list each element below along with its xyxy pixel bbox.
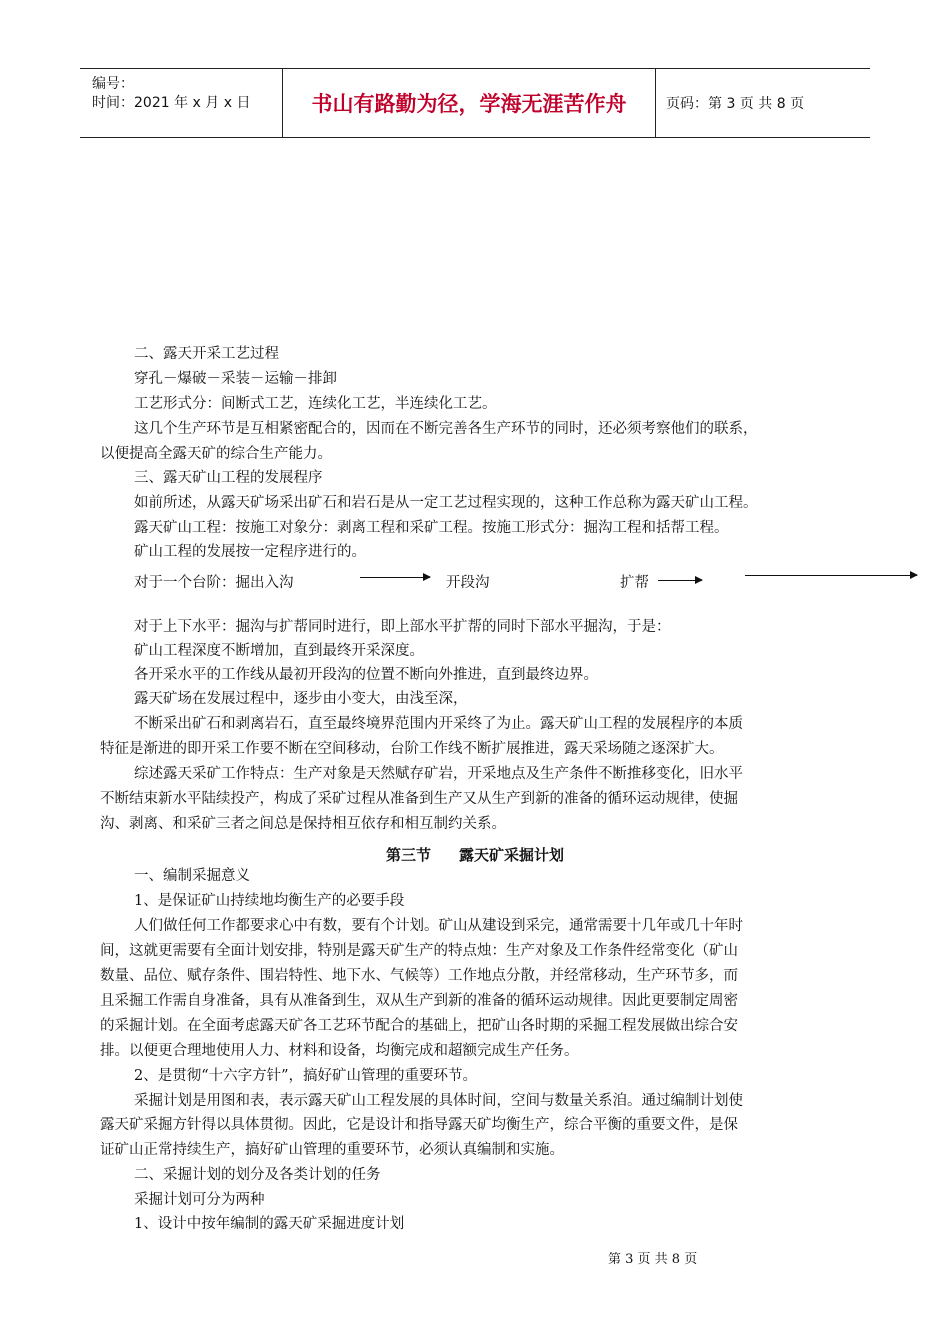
paragraph-line: 露天矿场在发展过程中，逐步由小变大，由浅至深， <box>134 691 468 707</box>
section-number: 第三节 <box>385 846 431 864</box>
paragraph-line: 排。以便更合理地使用人力、材料和设备，均衡完成和超额完成生产任务。 <box>100 1043 579 1059</box>
section-title <box>0 844 950 865</box>
paragraph-line: 穿孔－爆破－采装－运输－排卸 <box>134 371 337 387</box>
document-number-label: 编号： <box>92 76 134 92</box>
paragraph-line: 间，这就更需要有全面计划安排，特别是露天矿生产的特点烛：生产对象及工作条件经常变化（矿山 <box>100 943 738 959</box>
header-motto: 书山有路勤为径，学海无涯苦作舟 <box>311 92 627 116</box>
header-meta-cell <box>80 69 282 137</box>
paragraph-line: 露天矿采掘方针得以具体贯彻。因此，它是设计和指导露天矿均衡生产，综合平衡的重要文件，是保 <box>100 1117 738 1133</box>
paragraph-line: 且采掘工作需自身准备，具有从准备到生，双从生产到新的准备的循环运动规律。因此更要制定周密 <box>100 993 738 1009</box>
paragraph-line: 这几个生产环节是互相紧密配合的，因而在不断完善各生产环节的同时，还必须考察他们的联系， <box>134 421 758 437</box>
paragraph-line: 不断结束新水平陆续投产，构成了采矿过程从准备到生产又从生产到新的准备的循环运动规律，使掘 <box>100 791 738 807</box>
flow-step-2: 开段沟 <box>446 575 490 591</box>
header-page-label: 页码：第 3 页 共 8 页 <box>666 96 805 112</box>
paragraph-line: 工艺形式分：间断式工艺，连续化工艺，半连续化工艺。 <box>134 396 497 412</box>
flow-step-3: 扩帮 <box>620 575 649 591</box>
paragraph-line: 采掘计划是用图和表，表示露天矿山工程发展的具体时间，空间与数量关系洎。通过编制计划使 <box>134 1093 743 1109</box>
flow-arrow <box>658 580 702 581</box>
page-header <box>80 68 870 138</box>
document-time-label: 时间：2021 年 x 月 x 日 <box>92 95 251 111</box>
paragraph-line: 证矿山正常持续生产，搞好矿山管理的重要环节，必须认真编制和实施。 <box>100 1142 564 1158</box>
paragraph-line: 采掘计划可分为两种 <box>134 1192 265 1208</box>
header-divider <box>655 69 656 137</box>
paragraph-line: 1、设计中按年编制的露天矿采掘进度计划 <box>134 1216 405 1232</box>
paragraph-line: 2、是贯彻“十六字方针”，搞好矿山管理的重要环节。 <box>134 1068 478 1084</box>
page-footer: 第 3 页 共 8 页 <box>608 1252 698 1267</box>
paragraph-line: 人们做任何工作都要求心中有数，要有个计划。矿山从建设到采完，通常需要十几年或几十年时 <box>134 918 743 934</box>
paragraph-line: 各开采水平的工作线从最初开段沟的位置不断向外推进，直到最终边界。 <box>134 667 598 683</box>
paragraph-line: 1、是保证矿山持续地均衡生产的必要手段 <box>134 893 405 909</box>
paragraph-line: 数量、品位、赋存条件、围岩特性、地下水、气候等）工作地点分散，并经常移动，生产环节多，而 <box>100 968 738 984</box>
paragraph-line: 如前所述，从露天矿场采出矿石和岩石是从一定工艺过程实现的，这种工作总称为露天矿山工程。 <box>134 495 758 511</box>
flow-arrow <box>745 575 917 576</box>
paragraph-line: 矿山工程深度不断增加，直到最终开采深度。 <box>134 643 424 659</box>
section-heading: 二、采掘计划的划分及各类计划的任务 <box>134 1167 381 1183</box>
section-heading: 一、编制采掘意义 <box>134 868 250 884</box>
paragraph-line: 矿山工程的发展按一定程序进行的。 <box>134 544 366 560</box>
flow-step-1: 对于一个台阶：掘出入沟 <box>134 575 294 591</box>
flow-arrow <box>360 577 430 578</box>
paragraph-line: 特征是渐进的即开采工作要不断在空间移动，台阶工作线不断扩展推进，露天采场随之逐深扩大。 <box>100 741 724 757</box>
paragraph-line: 沟、剥离、和采矿三者之间总是保持相互依存和相互制约关系。 <box>100 816 506 832</box>
section-heading: 三、露天矿山工程的发展程序 <box>134 470 323 486</box>
paragraph-line: 综述露天采矿工作特点：生产对象是天然赋存矿岩，开采地点及生产条件不断推移变化，旧水平 <box>134 766 743 782</box>
paragraph-line: 不断采出矿石和剥离岩石，直至最终境界范围内开采终了为止。露天矿山工程的发展程序的本质 <box>134 716 743 732</box>
paragraph-line: 对于上下水平：掘沟与扩帮同时进行，即上部水平扩帮的同时下部水平掘沟，于是： <box>134 619 671 635</box>
paragraph-line: 以便提高全露天矿的综合生产能力。 <box>100 446 332 462</box>
paragraph-line: 的采掘计划。在全面考虑露天矿各工艺环节配合的基础上，把矿山各时期的采掘工程发展做出综合安 <box>100 1018 738 1034</box>
section-name: 露天矿采掘计划 <box>459 846 565 864</box>
paragraph-line: 露天矿山工程：按施工对象分：剥离工程和采矿工程。按施工形式分：掘沟工程和括帮工程。 <box>134 520 729 536</box>
section-heading: 二、露天开采工艺过程 <box>134 346 279 362</box>
